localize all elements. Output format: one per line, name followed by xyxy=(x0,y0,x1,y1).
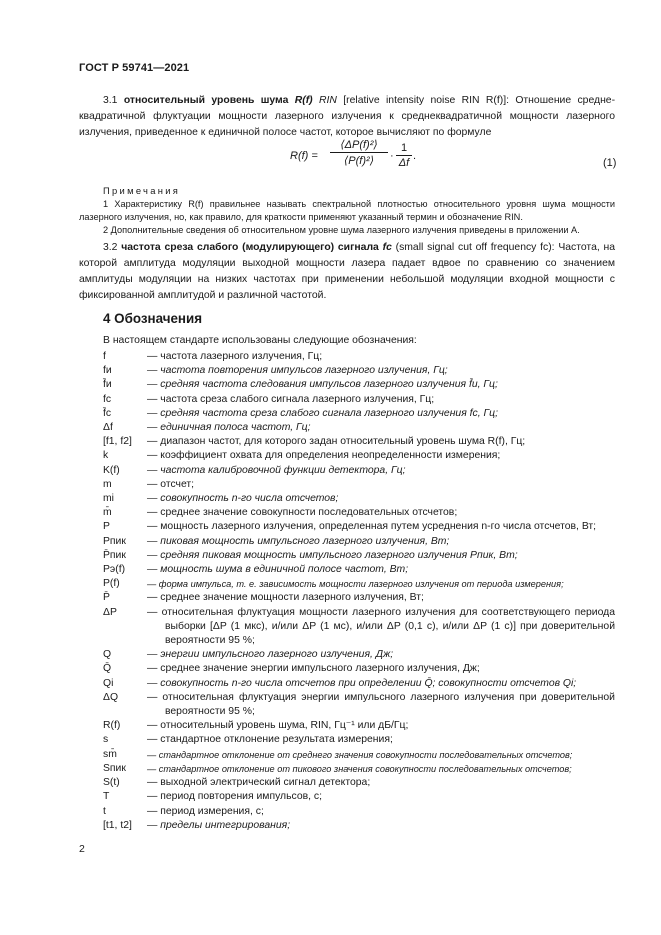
symbol-row xyxy=(103,606,615,649)
term-title: частота среза слабого (модулирующего) сигнала xyxy=(121,242,379,253)
symbol-row xyxy=(103,748,615,762)
notes-title: Примечания xyxy=(103,185,181,196)
symbol-description: — средняя частота среза слабого сигнала лазерного излучения fc, Гц; xyxy=(147,407,498,419)
formula-numerator: ⟨ΔP(f)²⟩ xyxy=(340,139,378,151)
symbol: s xyxy=(103,734,109,746)
symbol: f̄и xyxy=(103,379,112,391)
page-number: 2 xyxy=(79,843,85,855)
symbol-row xyxy=(103,662,615,676)
formula-denominator: ⟨P(f)²⟩ xyxy=(344,155,374,167)
term-symbol: fc xyxy=(382,242,392,253)
symbol-row xyxy=(103,591,615,605)
symbol: Δf xyxy=(103,422,113,434)
formula-lhs: R(f) = xyxy=(290,150,318,162)
term-3-1 xyxy=(79,93,615,141)
symbol: R(f) xyxy=(103,720,121,732)
section-title: 4 Обозначения xyxy=(103,311,203,326)
symbol-description: — относительный уровень шума, RIN, Гц⁻¹ или дБ/Гц; xyxy=(147,720,409,732)
symbol: T xyxy=(103,791,110,803)
symbol-description: — средняя пиковая мощность импульсного лазерного излучения Pпик, Вт; xyxy=(147,549,518,561)
section-intro: В настоящем стандарте использованы следующие обозначения: xyxy=(103,335,417,346)
symbol-description: — энергии импульсного лазерного излучения, Дж; xyxy=(147,649,394,661)
symbol-row xyxy=(103,577,615,591)
term-number: 3.2 xyxy=(103,242,118,253)
symbol-description: — относительная флуктуация мощности лазерного излучения для соответствующего периода выборки [ΔP (1 мкс), и/или ΔP (1 мс), и/или ΔP (0,1 с), и/или ΔP (1 с)] при доверительной вероятности 95 %; xyxy=(147,606,615,647)
symbol-row xyxy=(103,350,615,364)
symbol-description: — среднее значение совокупности последовательных отсчетов; xyxy=(147,507,458,519)
fraction-bar xyxy=(396,155,412,156)
term-definition: Отношение средне-квадратичной флуктуации мощности лазерного излучения к среднеквадратичной мощности лазерного излучения, приведенное к единичной полосе частот, которое вычисляют по формуле xyxy=(79,95,616,138)
formula-dot: · xyxy=(390,150,394,162)
symbol: S(t) xyxy=(103,777,120,789)
symbol-row xyxy=(103,421,615,435)
symbol-description: — стандартное отклонение от среднего значения совокупности последовательных отсчетов; xyxy=(147,749,573,760)
term-number: 3.1 xyxy=(103,95,118,106)
symbol-description: — отсчет; xyxy=(147,478,195,490)
symbol-row xyxy=(103,733,615,747)
formula-fraction-main xyxy=(330,138,388,167)
symbol-description: — диапазон частот, для которого задан относительный уровень шума R(f), Гц; xyxy=(147,436,526,448)
symbol: [f1, f2] xyxy=(103,436,132,448)
symbol: K(f) xyxy=(103,464,120,476)
symbol-description: — частота среза слабого сигнала лазерного излучения, Гц; xyxy=(147,393,435,405)
standard-header: ГОСТ Р 59741—2021 xyxy=(79,62,190,74)
symbol-row xyxy=(103,776,615,790)
symbol-description: — совокупность n-го числа отсчетов при определении Q̄; совокупности отсчетов Qi; xyxy=(147,677,577,689)
term-english: [relative intensity noise RIN R(f)]: xyxy=(343,95,509,106)
symbol-row xyxy=(103,407,615,421)
symbol-row xyxy=(103,492,615,506)
symbol-row xyxy=(103,535,615,549)
symbol: mi xyxy=(103,493,114,505)
symbol-row xyxy=(103,478,615,492)
symbol-row xyxy=(103,563,615,577)
term-english: (small signal cut off frequency fc): xyxy=(395,242,555,253)
symbol: ΔQ xyxy=(103,691,119,703)
symbol-description: — форма импульса, т. е. зависимость мощности лазерного излучения от периода измерения; xyxy=(147,579,564,590)
symbol: fc xyxy=(103,393,112,405)
symbol-description: — средняя частота следования импульсов лазерного излучения f̄и, Гц; xyxy=(147,379,498,391)
symbol-description: — среднее значение мощности лазерного излучения, Вт; xyxy=(147,592,424,604)
symbol: f̄c xyxy=(103,407,112,419)
symbol-row xyxy=(103,506,615,520)
note-2: 2 Дополнительные сведения об относительном уровне шума лазерного излучения приведены в приложении А. xyxy=(103,225,580,235)
symbol: sm̄ xyxy=(103,748,117,760)
symbol-description: — совокупность n-го числа отсчетов; xyxy=(147,493,339,505)
symbol: m̄ xyxy=(103,507,112,519)
symbol-description: — пределы интегрирования; xyxy=(147,819,291,831)
note-1: 1 Характеристику R(f) правильнее называть спектральной плотностью относительного уровня шума мощности лазерного излучения, но, как правило, для краткости применяют указанный термин и обозначение RIN. xyxy=(79,199,615,222)
formula-end: . xyxy=(413,150,417,162)
symbol-row xyxy=(103,790,615,804)
symbol-description: — период повторения импульсов, с; xyxy=(147,791,322,803)
symbol: ΔP xyxy=(103,606,117,618)
symbol-description: — частота лазерного излучения, Гц; xyxy=(147,351,323,362)
term-title: относительный уровень шума xyxy=(123,95,289,106)
symbol-description: — частота повторения импульсов лазерного излучения, Гц; xyxy=(147,365,448,377)
symbol: P xyxy=(103,521,110,533)
symbol-row xyxy=(103,464,615,478)
term-definition: Частота, на которой амплитуда модуляции выходной мощности лазера падает вдвое по сравнению со значением амплитуды модуляции на низких частотах при применении небольшой модуляции входной мощности с фиксированной амплитудой и различной частотой. xyxy=(79,242,616,301)
symbol: Pэ(f) xyxy=(103,564,126,576)
symbol: P̄пик xyxy=(103,549,126,561)
symbol: k xyxy=(103,450,109,462)
symbol-description: — мощность шума в единичной полосе частот, Вт; xyxy=(147,564,409,576)
symbol-row xyxy=(103,819,615,833)
symbol-description: — стандартное отклонение результата измерения; xyxy=(147,734,393,746)
symbol: P̄ xyxy=(103,592,110,604)
symbol: Pпик xyxy=(103,535,126,547)
symbol-row xyxy=(103,435,615,449)
symbol-description: — коэффициент охвата для определения неопределенности измерения; xyxy=(147,450,501,462)
symbol-description: — период измерения, с; xyxy=(147,805,264,817)
symbol-description: — стандартное отклонение от пикового значения совокупности последовательных отсчетов; xyxy=(147,763,572,774)
symbol-row xyxy=(103,691,615,719)
symbol: Q xyxy=(103,649,112,661)
symbol: [t1, t2] xyxy=(103,819,132,831)
symbol-description: — среднее значение энергии импульсного лазерного излучения, Дж; xyxy=(147,663,480,675)
symbol-row xyxy=(103,805,615,819)
symbol: Qi xyxy=(103,677,114,689)
formula-num2: 1 xyxy=(400,142,408,154)
symbol-description: — частота калибровочной функции детектора, Гц; xyxy=(147,464,406,476)
symbol-row xyxy=(103,677,615,691)
symbol: fи xyxy=(103,365,112,377)
symbol: Sпик xyxy=(103,762,126,774)
equation-number: (1) xyxy=(603,157,617,169)
symbol: m xyxy=(103,478,112,490)
symbol-description: — пиковая мощность импульсного лазерного излучения, Вт; xyxy=(147,535,450,547)
formula-fraction-second xyxy=(396,142,412,169)
symbol-description: — единичная полоса частот, Гц; xyxy=(147,422,311,434)
symbol: t xyxy=(103,805,106,817)
symbol-row xyxy=(103,520,615,534)
symbol-row xyxy=(103,449,615,463)
formula-den2: Δf xyxy=(398,157,410,169)
symbol-row xyxy=(103,378,615,392)
symbol-row xyxy=(103,549,615,563)
symbol-row xyxy=(103,393,615,407)
symbol-row xyxy=(103,719,615,733)
symbol-row xyxy=(103,762,615,776)
symbol-description: — выходной электрический сигнал детектора; xyxy=(147,777,371,789)
term-3-2 xyxy=(79,240,615,304)
symbol-description: — мощность лазерного излучения, определенная путем усреднения n-го числа отсчетов, Вт; xyxy=(147,521,597,533)
fraction-bar xyxy=(330,152,388,153)
symbol: P(f) xyxy=(103,578,120,590)
formula-rin xyxy=(290,138,617,188)
symbol-row xyxy=(103,364,615,378)
symbol-row xyxy=(103,648,615,662)
symbol: Q̄ xyxy=(103,663,112,675)
term-symbol: R(f) xyxy=(294,95,313,106)
symbols-list xyxy=(103,350,615,833)
symbol: f xyxy=(103,351,106,362)
term-abbr: RIN xyxy=(319,95,337,106)
symbol-description: — относительная флуктуация энергии импульсного лазерного излучения при доверительной вероятности 95 %; xyxy=(147,691,615,718)
